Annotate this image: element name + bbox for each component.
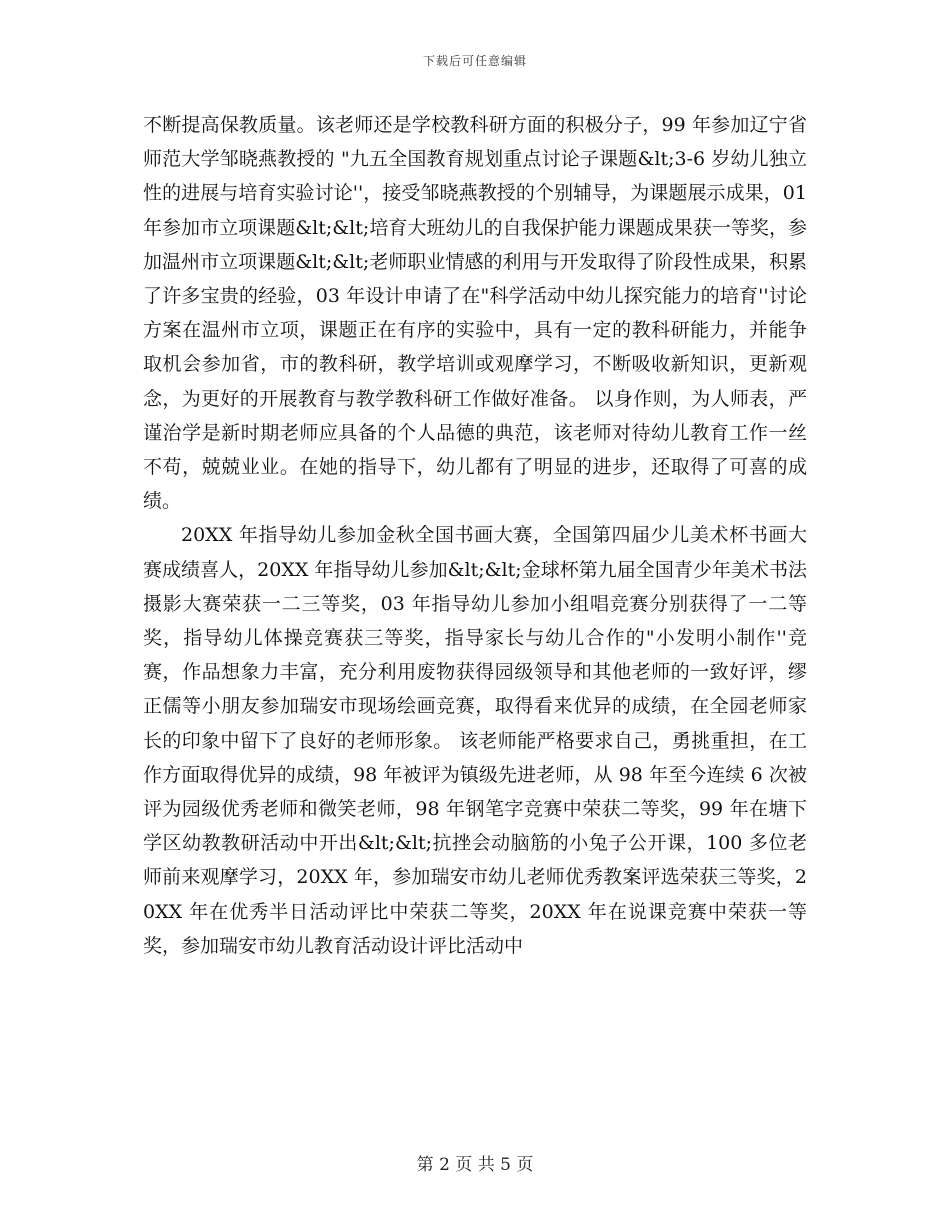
document-body <box>143 108 807 963</box>
paragraph-1: 不断提高保教质量。该老师还是学校教科研方面的积极分子，99 年参加辽宁省师范大学邹晓燕教授的 "九五全国教育规划重点讨论子课题&lt;3-6 岁幼儿独立性的进展与培育实验讨论''，接受邹晓燕教授的个别辅导，为课题展示成果，01 年参加市立项课题&lt;&lt;培育大班幼儿的自我保护能力课题成果获一等奖，参加温州市立项课题&lt;&lt;老师职业情感的利用与开发取得了阶段性成果，积累了许多宝贵的经验，03 年设计申请了在"科学活动中幼儿探究能力的培育''讨论方案在温州市立项，课题正在有序的实验中，具有一定的教科研能力，并能争取机会参加省，市的教科研，教学培训或观摩学习，不断吸收新知识，更新观念，为更好的开展教育与教学教科研工作做好准备。 以身作则，为人师表，严谨治学是新时期老师应具备的个人品德的典范，该老师对待幼儿教育工作一丝不苟，兢兢业业。在她的指导下，幼儿都有了明显的进步，还取得了可喜的成绩。 <box>143 114 807 513</box>
paragraph-2: 20XX 年指导幼儿参加金秋全国书画大赛，全国第四届少儿美术杯书画大赛成绩喜人，20XX 年指导幼儿参加&lt;&lt;金球杯第九届全国青少年美术书法摄影大赛荣获一二三等奖，03 年指导幼儿参加小组唱竞赛分别获得了一二等奖，指导幼儿体操竞赛获三等奖，指导家长与幼儿合作的"小发明小制作''竞赛，作品想象力丰富，充分利用废物获得园级领导和其他老师的一致好评，缪正儒等小朋友参加瑞安市现场绘画竞赛，取得看来优异的成绩，在全园老师家长的印象中留下了良好的老师形象。 该老师能严格要求自己，勇挑重担，在工作方面取得优异的成绩，98 年被评为镇级先进老师，从 98 年至今连续 6 次被评为园级优秀老师和微笑老师，98 年钢笔字竞赛中荣获二等奖，99 年在塘下学区幼教教研活动中开出&lt;&lt;抗挫会动脑筋的小兔子公开课，100 多位老师前来观摩学习，20XX 年，参加瑞安市幼儿老师优秀教案评选荣获三等奖，20XX 年在优秀半日活动评比中荣获二等奖，20XX 年在说课竞赛中荣获一等奖，参加瑞安市幼儿教育活动设计评比活动中 <box>143 524 807 957</box>
page-header-note: 下载后可任意编辑 <box>422 54 527 68</box>
page-number-footer: 第 2 页 共 5 页 <box>416 1155 534 1175</box>
